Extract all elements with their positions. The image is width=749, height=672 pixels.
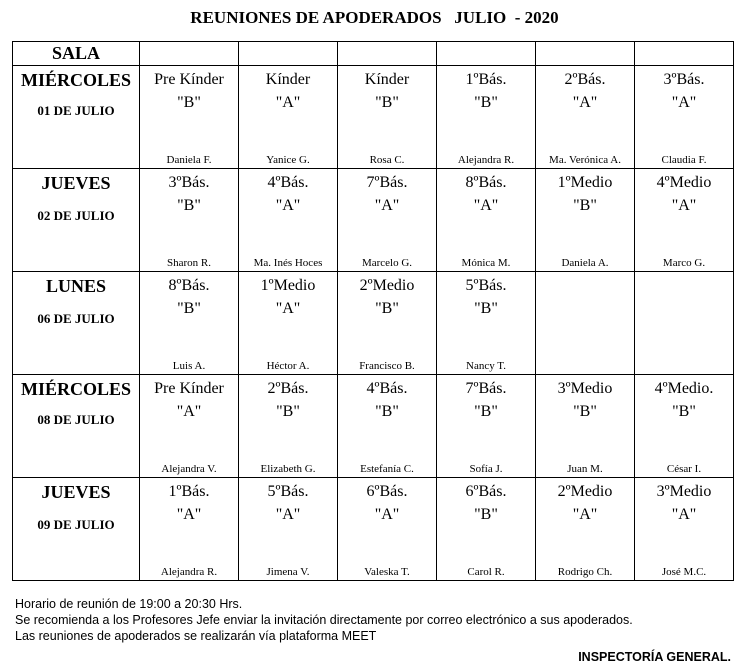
teacher-name: Alejandra R. [457, 154, 515, 166]
day-cell [13, 375, 140, 478]
day-name: MIÉRCOLES [20, 70, 132, 90]
teacher-name: Claudia F. [661, 154, 707, 166]
meeting-cell [536, 66, 635, 169]
course-label: Kínder [265, 71, 311, 88]
day-date: 02 DE JULIO [37, 208, 115, 223]
day-cell [13, 478, 140, 581]
note-invitation: Se recomienda a los Profesores Jefe enviar la invitación directamente por correo electrónico a sus apoderados. [15, 613, 633, 627]
header-row [13, 42, 734, 66]
section-label: "A" [671, 94, 697, 111]
section-label: "A" [275, 94, 301, 111]
teacher-name: Sofía J. [469, 463, 503, 475]
meeting-cell [635, 478, 734, 581]
course-label: 5ºBás. [267, 483, 309, 500]
schedule-table [12, 41, 734, 581]
teacher-name: Carol R. [467, 566, 505, 578]
meeting-cell [338, 169, 437, 272]
teacher-name: Mónica M. [461, 257, 511, 269]
day-cell [13, 272, 140, 375]
course-label: 7ºBás. [465, 380, 507, 397]
teacher-name: Ma. Inés Hoces [253, 257, 323, 269]
day-date: 09 DE JULIO [37, 517, 115, 532]
section-label: "A" [176, 506, 202, 523]
day-name: JUEVES [41, 482, 111, 502]
header-cell-empty [338, 42, 437, 66]
teacher-name: Elizabeth G. [260, 463, 316, 475]
section-label: "A" [473, 197, 499, 214]
section-label: "A" [671, 506, 697, 523]
meeting-cell [239, 478, 338, 581]
meeting-cell [140, 375, 239, 478]
course-label: 5ºBás. [465, 277, 507, 294]
course-label: 4ºMedio [656, 174, 712, 191]
header-cell-empty [635, 42, 734, 66]
section-label: "B" [375, 403, 399, 420]
meeting-cell [437, 272, 536, 375]
note-schedule: Horario de reunión de 19:00 a 20:30 Hrs. [15, 597, 243, 611]
section-label: "B" [474, 94, 498, 111]
meeting-cell-empty [635, 272, 734, 375]
course-label: Kínder [364, 71, 410, 88]
section-label: "B" [672, 403, 696, 420]
teacher-name: Ma. Verónica A. [549, 154, 621, 166]
meeting-cell [239, 375, 338, 478]
meeting-cell [338, 272, 437, 375]
section-label: "A" [275, 197, 301, 214]
meeting-cell [140, 478, 239, 581]
meeting-cell [437, 375, 536, 478]
teacher-name: José M.C. [661, 566, 707, 578]
section-label: "B" [177, 300, 201, 317]
note-platform: Las reuniones de apoderados se realizarán vía plataforma MEET [15, 629, 377, 643]
day-name: JUEVES [41, 173, 111, 193]
day-cell [13, 66, 140, 169]
section-label: "B" [375, 94, 399, 111]
teacher-name: Nancy T. [466, 360, 506, 372]
course-label: 4ºBás. [267, 174, 309, 191]
section-label: "B" [375, 300, 399, 317]
header-cell-empty [437, 42, 536, 66]
teacher-name: Marcelo G. [361, 257, 413, 269]
day-name: LUNES [45, 276, 107, 296]
teacher-name: Jimena V. [266, 566, 310, 578]
meeting-cell [239, 169, 338, 272]
course-label: 3ºBás. [663, 71, 705, 88]
teacher-name: Alejandra V. [161, 463, 217, 475]
day-row [13, 478, 734, 581]
course-label: 2ºBás. [267, 380, 309, 397]
header-cell-empty [536, 42, 635, 66]
day-row [13, 66, 734, 169]
teacher-name: Francisco B. [359, 360, 415, 372]
meeting-cell [140, 169, 239, 272]
teacher-name: Rosa C. [369, 154, 405, 166]
teacher-name: Daniela A. [561, 257, 609, 269]
day-row [13, 169, 734, 272]
course-label: 3ºMedio [656, 483, 712, 500]
meeting-cell [437, 66, 536, 169]
meeting-cell [536, 169, 635, 272]
section-label: "A" [572, 94, 598, 111]
teacher-name: Valeska T. [364, 566, 410, 578]
section-label: "B" [573, 197, 597, 214]
sala-header: SALA [13, 42, 140, 66]
course-label: 3ºBás. [168, 174, 210, 191]
course-label: 6ºBás. [465, 483, 507, 500]
teacher-name: Juan M. [567, 463, 603, 475]
teacher-name: Sharon R. [167, 257, 211, 269]
day-date: 01 DE JULIO [37, 103, 115, 118]
course-label: 1ºBás. [168, 483, 210, 500]
teacher-name: Yanice G. [266, 154, 310, 166]
header-cell-empty [239, 42, 338, 66]
meeting-cell [239, 272, 338, 375]
section-label: "A" [671, 197, 697, 214]
teacher-name: César I. [666, 463, 702, 475]
section-label: "A" [275, 506, 301, 523]
section-label: "B" [573, 403, 597, 420]
course-label: 1ºMedio [557, 174, 613, 191]
day-date: 08 DE JULIO [37, 412, 115, 427]
meeting-cell [437, 478, 536, 581]
section-label: "B" [177, 197, 201, 214]
course-label: 2ºBás. [564, 71, 606, 88]
course-label: 4ºBás. [366, 380, 408, 397]
day-cell [13, 169, 140, 272]
section-label: "A" [374, 197, 400, 214]
course-label: Pre Kínder [154, 380, 224, 397]
course-label: 4ºMedio. [654, 380, 714, 397]
course-label: 8ºBás. [465, 174, 507, 191]
teacher-name: Luis A. [172, 360, 206, 372]
course-label: Pre Kínder [154, 71, 224, 88]
teacher-name: Héctor A. [266, 360, 310, 372]
meeting-cell [140, 272, 239, 375]
teacher-name: Rodrigo Ch. [557, 566, 613, 578]
meeting-cell [536, 478, 635, 581]
meeting-cell [437, 169, 536, 272]
meeting-cell [635, 169, 734, 272]
meeting-cell [635, 66, 734, 169]
section-label: "A" [275, 300, 301, 317]
section-label: "A" [374, 506, 400, 523]
teacher-name: Alejandra R. [160, 566, 218, 578]
course-label: 2ºMedio [557, 483, 613, 500]
document-title: REUNIONES DE APODERADOS JULIO - 2020 [190, 8, 559, 27]
section-label: "B" [474, 300, 498, 317]
section-label: "A" [176, 403, 202, 420]
course-label: 8ºBás. [168, 277, 210, 294]
day-date: 06 DE JULIO [37, 311, 115, 326]
teacher-name: Estefanía C. [360, 463, 414, 475]
section-label: "B" [177, 94, 201, 111]
section-label: "B" [474, 403, 498, 420]
course-label: 2ºMedio [359, 277, 415, 294]
meeting-cell-empty [536, 272, 635, 375]
section-label: "B" [474, 506, 498, 523]
section-label: "A" [572, 506, 598, 523]
course-label: 1ºBás. [465, 71, 507, 88]
course-label: 7ºBás. [366, 174, 408, 191]
footer-notes [15, 596, 633, 644]
meeting-cell [338, 478, 437, 581]
day-name: MIÉRCOLES [20, 379, 132, 399]
meeting-cell [239, 66, 338, 169]
meeting-cell [635, 375, 734, 478]
signature: INSPECTORÍA GENERAL. [578, 650, 731, 664]
meeting-cell [338, 375, 437, 478]
day-row [13, 375, 734, 478]
section-label: "B" [276, 403, 300, 420]
header-cell-empty [140, 42, 239, 66]
day-row [13, 272, 734, 375]
meeting-cell [338, 66, 437, 169]
teacher-name: Marco G. [662, 257, 706, 269]
course-label: 3ºMedio [557, 380, 613, 397]
meeting-cell [536, 375, 635, 478]
course-label: 6ºBás. [366, 483, 408, 500]
course-label: 1ºMedio [260, 277, 316, 294]
teacher-name: Daniela F. [166, 154, 212, 166]
meeting-cell [140, 66, 239, 169]
